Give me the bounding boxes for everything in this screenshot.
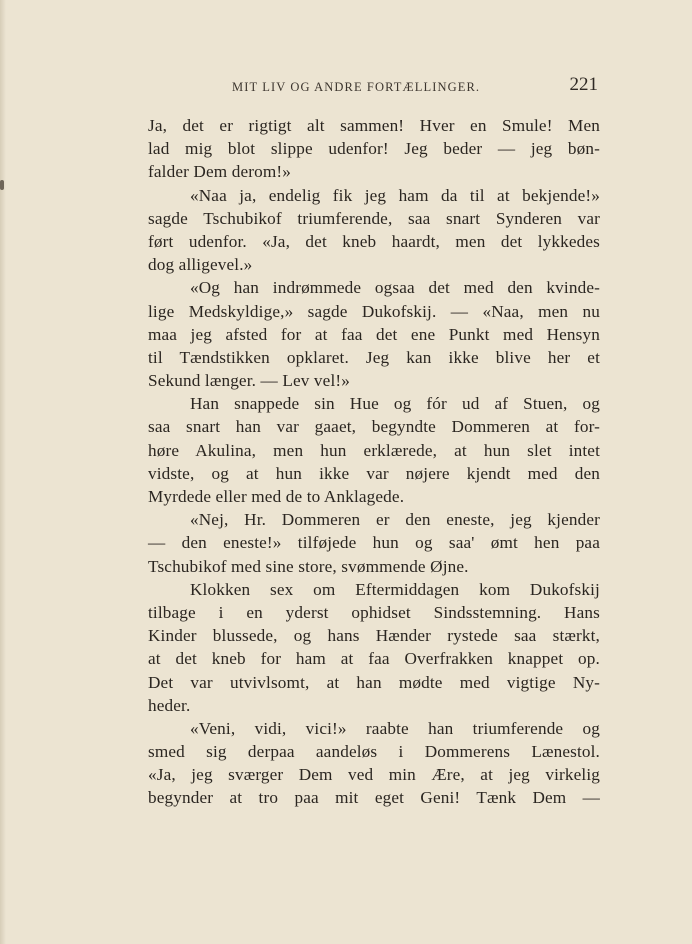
text-line: «Ja, jeg sværger Dem ved min Ære, at jeg virkelig <box>148 765 600 785</box>
text-line: høre Akulina, men hun erklærede, at hun slet intet <box>148 440 600 460</box>
text-line: Klokken sex om Eftermiddagen kom Dukofskij <box>190 579 600 599</box>
text-line: saa snart han var gaaet, begyndte Dommeren at for- <box>148 417 600 437</box>
running-title: MIT LIV OG ANDRE FORTÆLLINGER. <box>232 80 481 94</box>
text-line: Ja, det er rigtigt alt sammen! Hver en Smule! Men <box>148 116 600 135</box>
text-line: Han snappede sin Hue og fór ud af Stuen, og <box>190 394 600 414</box>
text-line: lige Medskyldige,» sagde Dukofskij. — «Naa, men nu <box>148 301 600 321</box>
text-line: dog alligevel.» <box>148 255 253 275</box>
text-line: Myrdede eller med de to Anklagede. <box>148 487 405 506</box>
text-line: — den eneste!» tilføjede hun og saa' ømt hen paa <box>148 533 600 553</box>
text-line: «Og han indrømmede ogsaa det med den kvinde- <box>190 278 600 298</box>
page-header <box>148 74 600 96</box>
text-line: smed sig derpaa aandeløs i Dommerens Lænestol. <box>148 742 600 762</box>
text-line: falder Dem derom!» <box>148 162 292 182</box>
text-line: «Naa ja, endelig fik jeg ham da til at bekjende!» <box>190 185 600 205</box>
body-text <box>148 114 600 810</box>
text-line: vidste, og at hun ikke var nøjere kjendt med den <box>148 463 600 483</box>
text-line: heder. <box>148 695 191 715</box>
text-line: begynder at tro paa mit eget Geni! Tænk Dem — <box>148 788 600 808</box>
text-line: «Nej, Hr. Dommeren er den eneste, jeg kjender <box>190 510 600 530</box>
text-line: ført udenfor. «Ja, det kneb haardt, men det lykkedes <box>148 231 600 251</box>
text-line: Kinder blussede, og hans Hænder rystede saa stærkt, <box>148 626 600 646</box>
text-line: Tschubikof med sine store, svømmende Øjne. <box>148 556 469 576</box>
text-line: til Tændstikken opklaret. Jeg kan ikke blive her et <box>148 347 600 367</box>
text-line: Det var utvivlsomt, at han mødte med vigtige Ny- <box>148 672 600 692</box>
text-line: sagde Tschubikof triumferende, saa snart Synderen var <box>148 208 600 228</box>
text-line: maa jeg afsted for at faa det ene Punkt med Hensyn <box>148 324 600 344</box>
page-number: 221 <box>569 74 598 95</box>
text-line: Sekund længer. — Lev vel!» <box>148 371 351 391</box>
text-line: at det kneb for ham at faa Overfrakken knappet op. <box>148 649 600 669</box>
page-edge <box>0 0 6 944</box>
text-line: «Veni, vidi, vici!» raabte han triumferende og <box>190 718 600 738</box>
page-edge-mark <box>0 180 4 190</box>
text-line: tilbage i en yderst ophidset Sindsstemning. Hans <box>148 602 600 622</box>
text-line: lad mig blot slippe udenfor! Jeg beder — jeg bøn- <box>148 139 600 159</box>
